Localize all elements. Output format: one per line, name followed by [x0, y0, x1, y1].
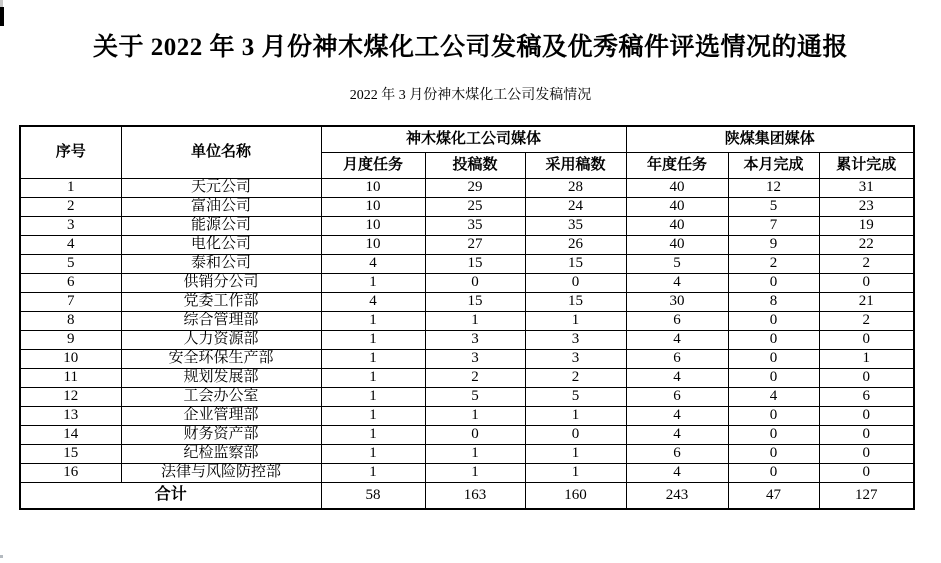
row-value: 15	[425, 292, 525, 311]
row-unit-name: 富油公司	[121, 197, 321, 216]
total-cumulative-completed: 127	[819, 482, 914, 509]
row-value: 29	[425, 178, 525, 197]
row-value: 6	[819, 387, 914, 406]
row-value: 10	[321, 216, 425, 235]
row-value: 1	[321, 444, 425, 463]
row-value: 1	[321, 273, 425, 292]
row-value: 2	[819, 254, 914, 273]
screen-edge-artifact	[0, 555, 3, 558]
row-value: 0	[425, 425, 525, 444]
table-row	[20, 216, 914, 235]
row-value: 35	[525, 216, 626, 235]
row-value: 6	[626, 387, 728, 406]
total-monthly-task: 58	[321, 482, 425, 509]
row-value: 4	[626, 406, 728, 425]
row-value: 7	[728, 216, 819, 235]
row-value: 25	[425, 197, 525, 216]
row-value: 3	[425, 349, 525, 368]
submission-report-table	[19, 125, 915, 510]
row-value: 0	[728, 273, 819, 292]
header-cumulative-completed: 累计完成	[819, 152, 914, 178]
total-submitted-count: 163	[425, 482, 525, 509]
row-seq: 12	[20, 387, 121, 406]
table-row	[20, 292, 914, 311]
header-annual-task: 年度任务	[626, 152, 728, 178]
row-value: 0	[728, 349, 819, 368]
row-unit-name: 安全环保生产部	[121, 349, 321, 368]
row-value: 15	[525, 292, 626, 311]
table-body	[20, 178, 914, 482]
row-value: 3	[425, 330, 525, 349]
table-row	[20, 235, 914, 254]
row-value: 4	[626, 330, 728, 349]
row-unit-name: 党委工作部	[121, 292, 321, 311]
row-unit-name: 工会办公室	[121, 387, 321, 406]
row-unit-name: 泰和公司	[121, 254, 321, 273]
row-value: 23	[819, 197, 914, 216]
row-seq: 7	[20, 292, 121, 311]
table-row	[20, 425, 914, 444]
row-value: 1	[321, 387, 425, 406]
row-value: 4	[626, 463, 728, 482]
row-value: 1	[525, 406, 626, 425]
header-row-groups	[20, 126, 914, 152]
row-seq: 13	[20, 406, 121, 425]
row-seq: 9	[20, 330, 121, 349]
row-value: 1	[321, 463, 425, 482]
table-row	[20, 463, 914, 482]
table-row	[20, 444, 914, 463]
row-seq: 2	[20, 197, 121, 216]
row-value: 1	[425, 463, 525, 482]
row-value: 1	[425, 311, 525, 330]
total-annual-task: 243	[626, 482, 728, 509]
row-seq: 6	[20, 273, 121, 292]
row-value: 4	[728, 387, 819, 406]
text-cursor-artifact	[0, 7, 4, 26]
row-value: 0	[819, 330, 914, 349]
row-value: 35	[425, 216, 525, 235]
header-group-company-media: 神木煤化工公司媒体	[321, 126, 626, 152]
header-month-completed: 本月完成	[728, 152, 819, 178]
header-submitted-count: 投稿数	[425, 152, 525, 178]
row-value: 1	[525, 463, 626, 482]
row-value: 1	[321, 406, 425, 425]
table-row	[20, 368, 914, 387]
row-unit-name: 能源公司	[121, 216, 321, 235]
total-row	[20, 482, 914, 509]
row-value: 0	[728, 406, 819, 425]
row-value: 1	[321, 349, 425, 368]
row-value: 3	[525, 330, 626, 349]
row-unit-name: 法律与风险防控部	[121, 463, 321, 482]
row-value: 31	[819, 178, 914, 197]
row-value: 10	[321, 197, 425, 216]
header-monthly-task: 月度任务	[321, 152, 425, 178]
row-unit-name: 规划发展部	[121, 368, 321, 387]
row-value: 1	[425, 444, 525, 463]
row-value: 19	[819, 216, 914, 235]
row-value: 6	[626, 311, 728, 330]
row-value: 2	[819, 311, 914, 330]
row-value: 22	[819, 235, 914, 254]
row-value: 1	[321, 311, 425, 330]
row-value: 0	[819, 444, 914, 463]
row-value: 0	[425, 273, 525, 292]
row-seq: 1	[20, 178, 121, 197]
row-value: 24	[525, 197, 626, 216]
header-group-shanmei-media: 陕煤集团媒体	[626, 126, 914, 152]
row-value: 5	[626, 254, 728, 273]
row-value: 4	[626, 368, 728, 387]
row-value: 40	[626, 216, 728, 235]
table-header	[20, 126, 914, 178]
page-title: 关于 2022 年 3 月份神木煤化工公司发稿及优秀稿件评选情况的通报	[92, 34, 848, 61]
table-row	[20, 311, 914, 330]
table-caption: 2022 年 3 月份神木煤化工公司发稿情况	[349, 88, 592, 103]
row-seq: 15	[20, 444, 121, 463]
row-unit-name: 电化公司	[121, 235, 321, 254]
row-value: 26	[525, 235, 626, 254]
total-adopted-count: 160	[525, 482, 626, 509]
row-value: 0	[728, 425, 819, 444]
row-value: 1	[525, 311, 626, 330]
row-value: 0	[728, 330, 819, 349]
row-value: 1	[819, 349, 914, 368]
screen-edge-artifact	[0, 0, 3, 7]
row-value: 6	[626, 444, 728, 463]
row-value: 15	[525, 254, 626, 273]
row-value: 30	[626, 292, 728, 311]
row-value: 27	[425, 235, 525, 254]
row-value: 0	[728, 368, 819, 387]
row-unit-name: 天元公司	[121, 178, 321, 197]
table-row	[20, 406, 914, 425]
row-value: 0	[728, 463, 819, 482]
row-value: 0	[819, 425, 914, 444]
row-seq: 4	[20, 235, 121, 254]
row-seq: 11	[20, 368, 121, 387]
row-value: 40	[626, 178, 728, 197]
header-seq: 序号	[20, 126, 121, 178]
row-value: 9	[728, 235, 819, 254]
row-value: 40	[626, 197, 728, 216]
row-value: 21	[819, 292, 914, 311]
row-value: 4	[626, 425, 728, 444]
row-unit-name: 综合管理部	[121, 311, 321, 330]
table-row	[20, 349, 914, 368]
row-seq: 8	[20, 311, 121, 330]
row-value: 12	[728, 178, 819, 197]
table-row	[20, 178, 914, 197]
row-unit-name: 纪检监察部	[121, 444, 321, 463]
row-value: 5	[425, 387, 525, 406]
row-value: 6	[626, 349, 728, 368]
row-value: 3	[525, 349, 626, 368]
row-seq: 3	[20, 216, 121, 235]
row-value: 0	[525, 273, 626, 292]
row-value: 1	[425, 406, 525, 425]
row-unit-name: 财务资产部	[121, 425, 321, 444]
row-unit-name: 人力资源部	[121, 330, 321, 349]
row-value: 0	[819, 406, 914, 425]
row-value: 10	[321, 235, 425, 254]
row-value: 28	[525, 178, 626, 197]
row-value: 0	[819, 368, 914, 387]
table-row	[20, 273, 914, 292]
row-value: 1	[321, 330, 425, 349]
row-value: 2	[525, 368, 626, 387]
table-footer	[20, 482, 914, 509]
header-adopted-count: 采用稿数	[525, 152, 626, 178]
row-value: 0	[525, 425, 626, 444]
table-row	[20, 387, 914, 406]
row-value: 4	[321, 254, 425, 273]
row-seq: 14	[20, 425, 121, 444]
row-value: 1	[525, 444, 626, 463]
header-unit-name: 单位名称	[121, 126, 321, 178]
row-unit-name: 供销分公司	[121, 273, 321, 292]
table-row	[20, 330, 914, 349]
row-value: 5	[525, 387, 626, 406]
row-value: 0	[728, 444, 819, 463]
row-value: 0	[728, 311, 819, 330]
row-value: 0	[819, 463, 914, 482]
row-seq: 10	[20, 349, 121, 368]
row-seq: 16	[20, 463, 121, 482]
row-value: 2	[728, 254, 819, 273]
row-value: 40	[626, 235, 728, 254]
row-value: 4	[321, 292, 425, 311]
row-value: 0	[819, 273, 914, 292]
total-month-completed: 47	[728, 482, 819, 509]
row-value: 15	[425, 254, 525, 273]
row-value: 2	[425, 368, 525, 387]
row-unit-name: 企业管理部	[121, 406, 321, 425]
row-value: 1	[321, 425, 425, 444]
row-value: 5	[728, 197, 819, 216]
row-value: 10	[321, 178, 425, 197]
total-label: 合计	[20, 482, 321, 509]
table-row	[20, 254, 914, 273]
row-value: 1	[321, 368, 425, 387]
row-seq: 5	[20, 254, 121, 273]
table-row	[20, 197, 914, 216]
row-value: 4	[626, 273, 728, 292]
row-value: 8	[728, 292, 819, 311]
